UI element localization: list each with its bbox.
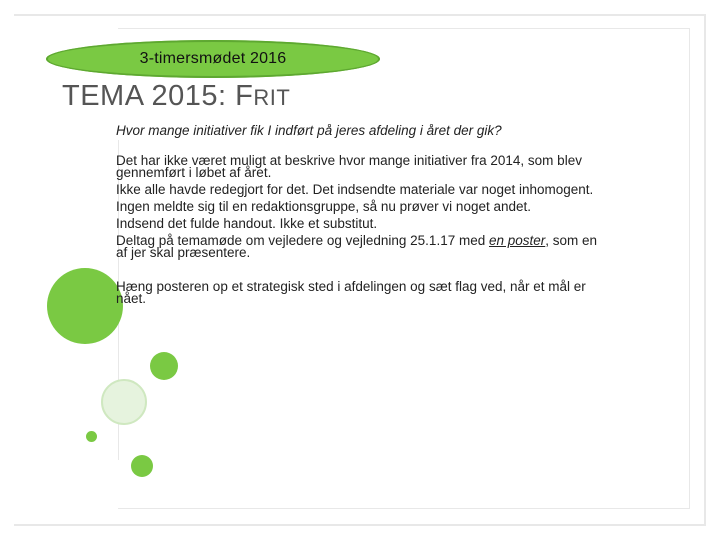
decor-circle-dot	[86, 431, 97, 442]
paragraph-3: Ingen meldte sig til en redaktionsgruppe, så nu prøver vi noget andet.	[116, 199, 531, 214]
poster-link[interactable]: en poster	[488, 233, 546, 248]
question-text: Hvor mange initiativer fik I indført på jeres afdeling i året der gik?	[116, 123, 502, 138]
decor-circle-outline	[101, 379, 147, 425]
frame-top-line	[14, 14, 706, 16]
frame-right-line	[704, 14, 706, 526]
slide-content	[116, 123, 606, 310]
panel-bottom-line	[118, 508, 690, 509]
paragraph-2: Ikke alle havde redegjort for det. Det indsendte materiale var noget inhomogent.	[116, 182, 594, 197]
decor-circle-medium	[150, 352, 178, 380]
decor-circle-large	[47, 268, 123, 344]
meeting-pill	[46, 40, 380, 78]
slide-title	[62, 80, 290, 113]
paragraph-1: Det har ikke været muligt at beskrive hvor mange initiativer fra 2014, som blev gennemført i løbet af året.	[116, 153, 582, 180]
panel-top-line	[118, 28, 690, 29]
meeting-pill-label: 3-timersmødet 2016	[139, 50, 287, 67]
paragraph-5	[116, 235, 606, 259]
paragraph-5-end: , som en af jer skal præsentere.	[116, 233, 598, 260]
panel-right-line	[689, 28, 690, 508]
frame-bottom-line	[14, 524, 706, 526]
paragraph-6: Hæng posteren op et strategisk sted i afdelingen og sæt flag ved, når et mål er nået.	[116, 279, 586, 306]
slide-title-main: TEMA 2015: F	[62, 80, 254, 112]
slide-title-tail: RIT	[253, 85, 291, 110]
paragraph-5-start: Deltag på temamøde om vejledere og vejledning 25.1.17 med	[116, 233, 489, 248]
decor-circle-small	[131, 455, 153, 477]
paragraph-4: Indsend det fulde handout. Ikke et substitut.	[116, 216, 378, 231]
